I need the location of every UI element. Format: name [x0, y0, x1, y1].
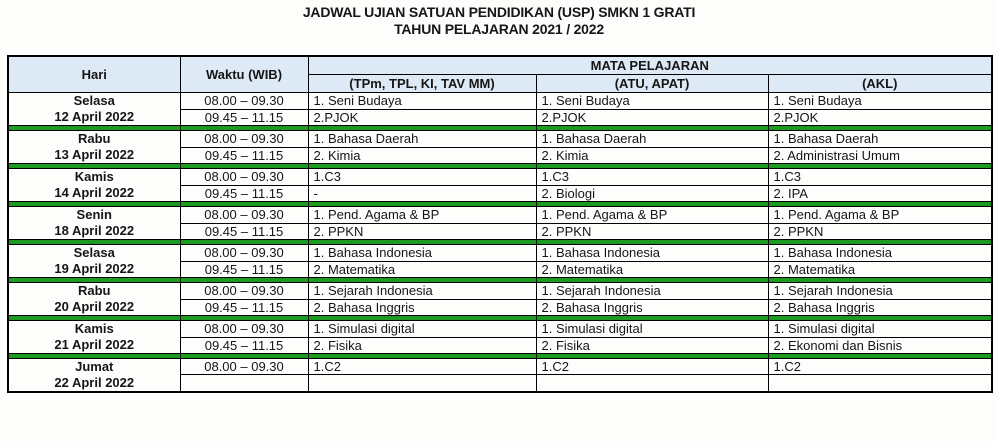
document-title-line2: TAHUN PELAJARAN 2021 / 2022	[394, 21, 604, 37]
subject-cell-tpm-tpl-ki-tav-mm: 2. PPKN	[308, 223, 536, 240]
day-cell	[8, 245, 180, 278]
subject-cell-akl: 2. Bahasa Inggris	[768, 299, 992, 316]
schedule-row	[8, 207, 992, 224]
subject-cell-akl: 2. PPKN	[768, 223, 992, 240]
schedule-row	[8, 359, 992, 375]
subject-cell-atu-apat: 1.C2	[536, 359, 768, 375]
day-cell	[8, 321, 180, 354]
subject-cell-atu-apat: 1. Bahasa Indonesia	[536, 245, 768, 262]
day-date: 21 April 2022	[54, 337, 135, 352]
subject-cell-akl: 1. Bahasa Indonesia	[768, 245, 992, 262]
subject-cell-atu-apat: 1. Bahasa Daerah	[536, 131, 768, 148]
schedule-row	[8, 93, 992, 110]
subject-cell-tpm-tpl-ki-tav-mm: 1. Sejarah Indonesia	[308, 283, 536, 300]
exam-schedule-table	[7, 55, 993, 393]
schedule-row	[8, 245, 992, 262]
subject-cell-akl: 1. Pend. Agama & BP	[768, 207, 992, 224]
day-name: Kamis	[74, 169, 114, 184]
header-group-akl: (AKL)	[768, 75, 992, 93]
subject-cell-tpm-tpl-ki-tav-mm: 1. Simulasi digital	[308, 321, 536, 338]
subject-cell-akl: 1. Simulasi digital	[768, 321, 992, 338]
subject-cell-atu-apat: 1. Seni Budaya	[536, 93, 768, 110]
subject-cell-atu-apat: 2.PJOK	[536, 109, 768, 126]
time-cell: 08.00 – 09.30	[180, 207, 308, 224]
day-cell	[8, 131, 180, 164]
subject-cell-atu-apat: 1. Sejarah Indonesia	[536, 283, 768, 300]
subject-cell-akl: 2.PJOK	[768, 109, 992, 126]
day-cell	[8, 169, 180, 202]
time-cell	[180, 375, 308, 392]
day-cell	[8, 207, 180, 240]
subject-cell-akl: 2. Ekonomi dan Bisnis	[768, 337, 992, 354]
header-group-tpm-tpl-ki-tav-mm: (TPm, TPL, KI, TAV MM)	[308, 75, 536, 93]
subject-cell-atu-apat: 2. Kimia	[536, 147, 768, 164]
day-date: 18 April 2022	[54, 223, 135, 238]
time-cell: 08.00 – 09.30	[180, 131, 308, 148]
subject-cell-akl: 1. Bahasa Daerah	[768, 131, 992, 148]
time-cell: 08.00 – 09.30	[180, 321, 308, 338]
day-cell	[8, 283, 180, 316]
day-date: 20 April 2022	[54, 299, 135, 314]
subject-cell-akl: 1. Seni Budaya	[768, 93, 992, 110]
time-cell: 09.45 – 11.15	[180, 147, 308, 164]
header-waktu: Waktu (WIB)	[180, 56, 308, 93]
day-date: 13 April 2022	[54, 147, 135, 162]
subject-cell-atu-apat: 1.C3	[536, 169, 768, 186]
time-cell: 08.00 – 09.30	[180, 283, 308, 300]
subject-cell-atu-apat: 2. Matematika	[536, 261, 768, 278]
subject-cell-tpm-tpl-ki-tav-mm: 1. Pend. Agama & BP	[308, 207, 536, 224]
subject-cell-atu-apat: 2. PPKN	[536, 223, 768, 240]
subject-cell-tpm-tpl-ki-tav-mm: 2.PJOK	[308, 109, 536, 126]
subject-cell-atu-apat: 1. Pend. Agama & BP	[536, 207, 768, 224]
day-name: Selasa	[73, 93, 115, 108]
time-cell: 08.00 – 09.30	[180, 93, 308, 110]
header-mata-pelajaran: MATA PELAJARAN	[308, 56, 992, 75]
subject-cell-tpm-tpl-ki-tav-mm: 1. Seni Budaya	[308, 93, 536, 110]
subject-cell-tpm-tpl-ki-tav-mm: 1. Bahasa Indonesia	[308, 245, 536, 262]
header-hari: Hari	[8, 56, 180, 93]
subject-cell-tpm-tpl-ki-tav-mm: 1.C2	[308, 359, 536, 375]
day-cell	[8, 359, 180, 393]
subject-cell-tpm-tpl-ki-tav-mm: 2. Matematika	[308, 261, 536, 278]
subject-cell-tpm-tpl-ki-tav-mm	[308, 375, 536, 392]
day-name: Selasa	[73, 245, 115, 260]
day-name: Rabu	[78, 283, 111, 298]
schedule-header	[8, 56, 992, 93]
day-date: 12 April 2022	[54, 109, 135, 124]
day-date: 14 April 2022	[54, 185, 135, 200]
subject-cell-akl: 1.C3	[768, 169, 992, 186]
schedule-row	[8, 321, 992, 338]
subject-cell-tpm-tpl-ki-tav-mm: 1.C3	[308, 169, 536, 186]
time-cell: 08.00 – 09.30	[180, 169, 308, 186]
schedule-row	[8, 131, 992, 148]
day-date: 22 April 2022	[54, 375, 135, 390]
day-name: Kamis	[74, 321, 114, 336]
subject-cell-tpm-tpl-ki-tav-mm: 2. Kimia	[308, 147, 536, 164]
subject-cell-atu-apat: 2. Fisika	[536, 337, 768, 354]
time-cell: 08.00 – 09.30	[180, 359, 308, 375]
time-cell: 08.00 – 09.30	[180, 245, 308, 262]
subject-cell-atu-apat: 1. Simulasi digital	[536, 321, 768, 338]
time-cell: 09.45 – 11.15	[180, 299, 308, 316]
time-cell: 09.45 – 11.15	[180, 223, 308, 240]
subject-cell-akl: 2. IPA	[768, 185, 992, 202]
schedule-row	[8, 283, 992, 300]
time-cell: 09.45 – 11.15	[180, 261, 308, 278]
header-group-atu-apat: (ATU, APAT)	[536, 75, 768, 93]
subject-cell-akl: 1. Sejarah Indonesia	[768, 283, 992, 300]
time-cell: 09.45 – 11.15	[180, 109, 308, 126]
day-name: Jumat	[75, 359, 114, 374]
subject-cell-akl	[768, 375, 992, 392]
subject-cell-atu-apat: 2. Biologi	[536, 185, 768, 202]
subject-cell-tpm-tpl-ki-tav-mm: 2. Bahasa Inggris	[308, 299, 536, 316]
time-cell: 09.45 – 11.15	[180, 337, 308, 354]
schedule-body	[8, 93, 992, 393]
subject-cell-akl: 1.C2	[768, 359, 992, 375]
header-row-1	[8, 56, 992, 75]
subject-cell-atu-apat: 2. Bahasa Inggris	[536, 299, 768, 316]
day-name: Rabu	[78, 131, 111, 146]
subject-cell-tpm-tpl-ki-tav-mm: -	[308, 185, 536, 202]
schedule-row	[8, 169, 992, 186]
document-title	[0, 0, 998, 38]
document-title-line1: JADWAL UJIAN SATUAN PENDIDIKAN (USP) SMKN 1 GRATI	[302, 4, 696, 20]
time-cell: 09.45 – 11.15	[180, 185, 308, 202]
subject-cell-atu-apat	[536, 375, 768, 392]
day-name: Senin	[76, 207, 112, 222]
subject-cell-akl: 2. Administrasi Umum	[768, 147, 992, 164]
subject-cell-akl: 2. Matematika	[768, 261, 992, 278]
subject-cell-tpm-tpl-ki-tav-mm: 1. Bahasa Daerah	[308, 131, 536, 148]
day-date: 19 April 2022	[54, 261, 135, 276]
subject-cell-tpm-tpl-ki-tav-mm: 2. Fisika	[308, 337, 536, 354]
day-cell	[8, 93, 180, 126]
